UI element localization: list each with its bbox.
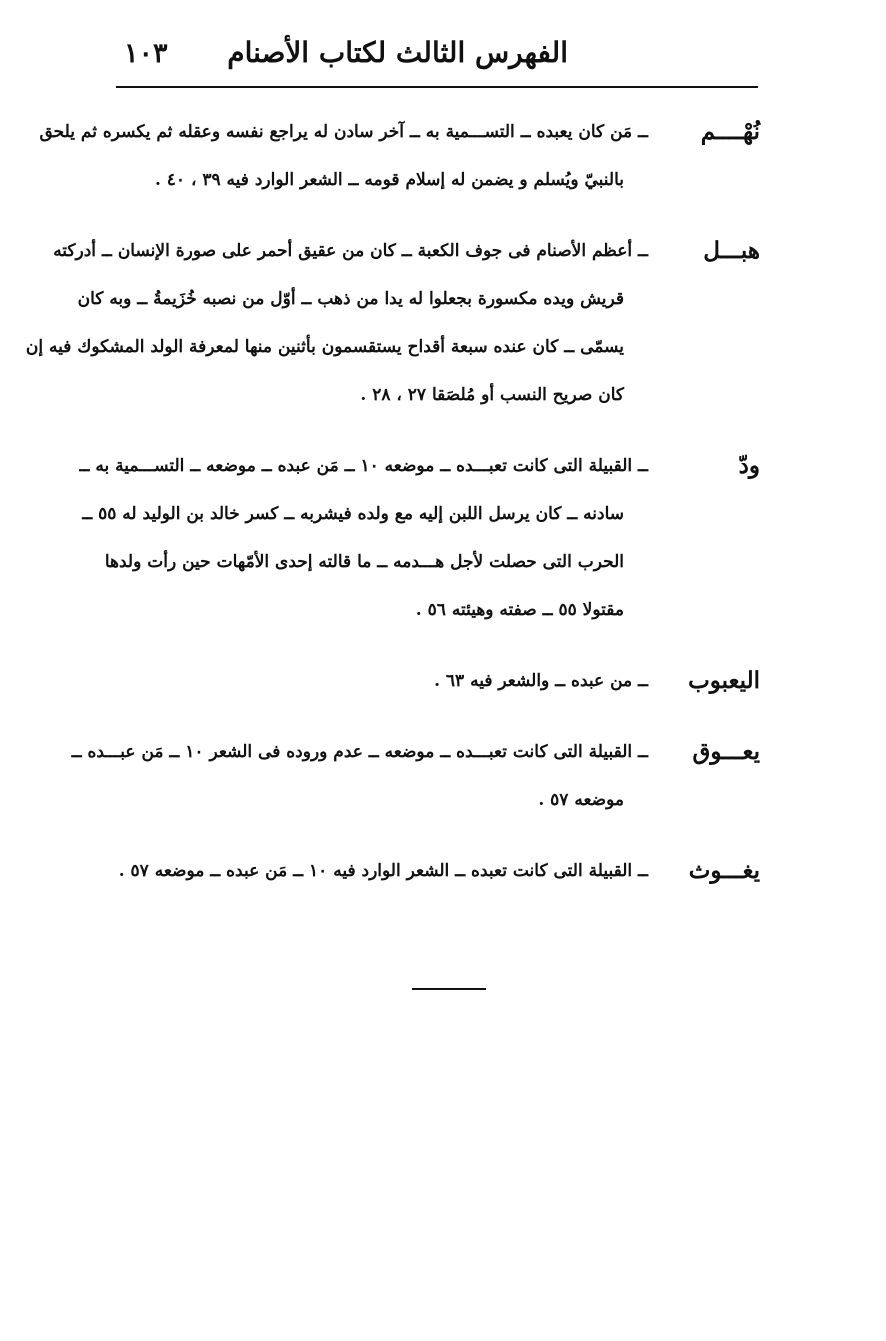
entry-continuation-line: بالنبيّ ويُسلم و يضمن له إسلام قومه ــ الشعر الوارد فيه ٣٩ ، ٤٠ . <box>154 170 624 190</box>
page-number: ١٠٣ <box>124 38 168 69</box>
index-entry-nuhm <box>39 108 760 204</box>
entry-keyword: يغـــوث <box>688 857 760 884</box>
index-entry-yaghuth <box>120 847 760 895</box>
end-divider <box>412 988 486 990</box>
entry-continuation-line: يسمّى ــ كان عنده سبعة أقداح يستقسمون بأثنين منها لمعرفة الولد المشكوك فيه إن <box>25 337 624 357</box>
header-divider <box>116 86 758 88</box>
entry-continuation-line: مقتولا ٥٥ ــ صفته وهيئته ٥٦ . <box>415 600 624 620</box>
index-entry-hubal <box>25 227 760 419</box>
entry-first-line <box>120 847 760 895</box>
entry-first-line <box>39 108 760 156</box>
entry-first-line <box>53 227 760 275</box>
entry-keyword: يعـــوق <box>692 738 760 765</box>
entry-keyword: ودّ <box>738 452 760 479</box>
entry-first-line <box>71 728 760 776</box>
entry-text-line: ــ أعظم الأصنام فى جوف الكعبة ــ كان من عقيق أحمر على صورة الإنسان ــ أدركته <box>53 241 648 261</box>
entry-keyword: نُهْــــم <box>700 118 760 145</box>
entry-first-line <box>79 442 760 490</box>
entry-continuation-line: كان صريح النسب أو مُلصَقا ٢٧ ، ٢٨ . <box>360 385 624 405</box>
entry-text-line: ــ من عبده ــ والشعر فيه ٦٣ . <box>434 671 648 691</box>
entry-continuation-line: قريش ويده مكسورة بجعلوا له يدا من ذهب ــ أوّل من نصبه خُزَيمةُ ــ وبه كان <box>77 289 624 309</box>
index-entry-yauq <box>71 728 760 824</box>
page-title: الفهرس الثالث لكتاب الأصنام <box>227 36 568 69</box>
entry-first-line <box>120 657 760 705</box>
entry-text-line: ــ القبيلة التى كانت تعبـــده ــ موضعه ــ عدم وروده فى الشعر ١٠ ــ مَن عبـــده ــ <box>71 742 648 762</box>
index-entries <box>25 108 760 918</box>
entry-text-line: ــ القبيلة التى كانت تعبده ــ الشعر الوارد فيه ١٠ ــ مَن عبده ــ موضعه ٥٧ . <box>118 861 648 881</box>
entry-text-line: ــ القبيلة التى كانت تعبـــده ــ موضعه ١٠ ــ مَن عبده ــ موضعه ــ التســـمية به ــ <box>79 456 648 476</box>
index-entry-wadd <box>79 442 760 634</box>
entry-continuation-line: سادنه ــ كان يرسل اللبن إليه مع ولده فيشربه ــ كسر خالد بن الوليد له ٥٥ ــ <box>82 504 624 524</box>
page-header <box>118 34 758 86</box>
index-entry-yabub <box>120 657 760 705</box>
entry-keyword: اليعبوب <box>688 667 760 694</box>
entry-continuation-line: موضعه ٥٧ . <box>538 790 624 810</box>
entry-keyword: هبـــل <box>703 237 760 264</box>
entry-text-line: ــ مَن كان يعبده ــ التســـمية به ــ آخر سادن له يراجع نفسه وعقله ثم يكسره ثم يلحق <box>39 122 648 142</box>
entry-continuation-line: الحرب التى حصلت لأجل هـــدمه ــ ما قالته إحدى الأمّهات حين رأت ولدها <box>104 552 624 572</box>
